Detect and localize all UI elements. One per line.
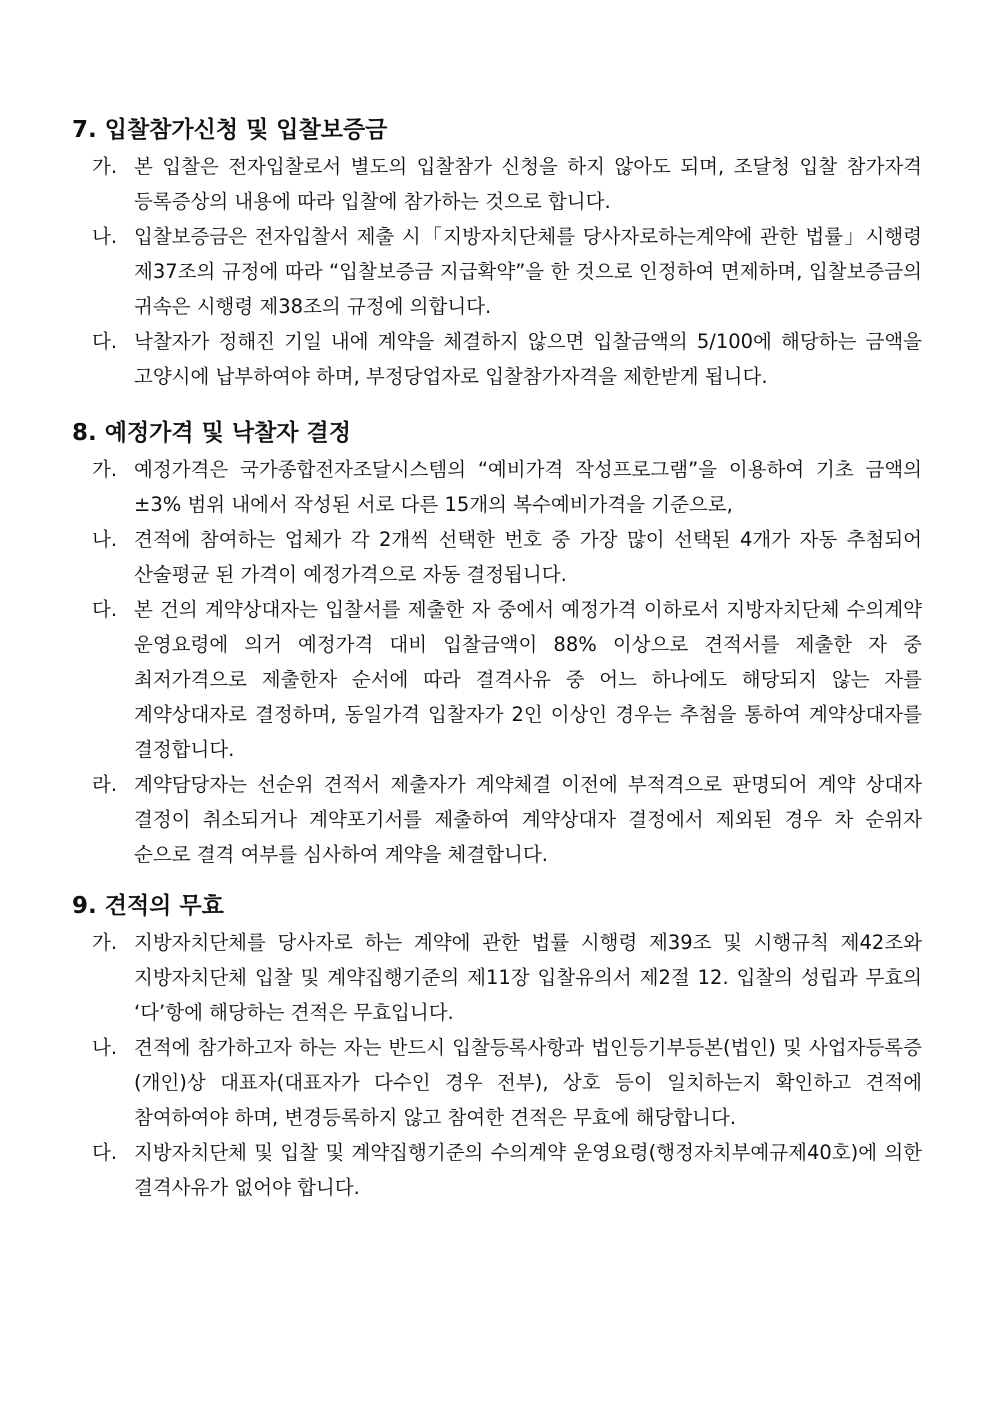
item-text: 지방자치단체 및 입찰 및 계약집행기준의 수의계약 운영요령(행정자치부예규제40호)에 의한 결격사유가 없어야 합니다. <box>134 1141 922 1199</box>
item-text: 견적에 참가하고자 하는 자는 반드시 입찰등록사항과 법인등기부등본(법인) 및 사업자등록증(개인)상 대표자(대표자가 다수인 경우 전부), 상호 등이 일치하는지 확인하고 견적에 참여하여야 하며, 변경등록하지 않고 참여한 견적은 무효에 해당합니다. <box>134 1036 922 1129</box>
list-item <box>72 925 922 1030</box>
item-text: 본 건의 계약상대자는 입찰서를 제출한 자 중에서 예정가격 이하로서 지방자치단체 수의계약 운영요령에 의거 예정가격 대비 입찰금액이 88% 이상으로 견적서를 제출한 자 중 최저가격으로 제출한자 순서에 따라 결격사유 중 어느 하나에도 해당되지 않는 자를 계약상대자로 결정하며, 동일가격 입찰자가 2인 이상인 경우는 추첨을 통하여 계약상대자를 결정합니다. <box>134 598 922 761</box>
item-marker: 라. <box>92 773 118 796</box>
item-text: 지방자치단체를 당사자로 하는 계약에 관한 법률 시행령 제39조 및 시행규칙 제42조와 지방자치단체 입찰 및 계약집행기준의 제11장 입찰유의서 제2절 12. 입찰의 성립과 무효의 ‘다’항에 해당하는 견적은 무효입니다. <box>134 931 922 1024</box>
item-marker: 다. <box>92 598 118 621</box>
list-item <box>72 149 922 219</box>
list-item <box>72 324 922 394</box>
item-marker: 나. <box>92 225 118 248</box>
section-title: 8. 예정가격 및 낙찰자 결정 <box>72 420 351 446</box>
item-text: 계약담당자는 선순위 견적서 제출자가 계약체결 이전에 부적격으로 판명되어 계약 상대자 결정이 취소되거나 계약포기서를 제출하여 계약상대자 결정에서 제외된 경우 차 순위자 순으로 결격 여부를 심사하여 계약을 체결합니다. <box>134 773 922 866</box>
section-estimated-price <box>72 418 922 872</box>
item-marker: 나. <box>92 1036 118 1059</box>
list-item <box>72 219 922 324</box>
item-marker: 다. <box>92 330 118 353</box>
section-invalid-quote <box>72 891 922 1205</box>
item-text: 낙찰자가 정해진 기일 내에 계약을 체결하지 않으면 입찰금액의 5/100에 해당하는 금액을 고양시에 납부하여야 하며, 부정당업자로 입찰참가자격을 제한받게 됩니다. <box>134 330 922 388</box>
item-marker: 가. <box>92 458 118 481</box>
item-text: 예정가격은 국가종합전자조달시스템의 “예비가격 작성프로그램”을 이용하여 기초 금액의 ±3% 범위 내에서 작성된 서로 다른 15개의 복수예비가격을 기준으로, <box>134 458 922 516</box>
list-item <box>72 592 922 767</box>
item-text: 본 입찰은 전자입찰로서 별도의 입찰참가 신청을 하지 않아도 되며, 조달청 입찰 참가자격 등록증상의 내용에 따라 입찰에 참가하는 것으로 합니다. <box>134 155 922 213</box>
section-title: 7. 입찰참가신청 및 입찰보증금 <box>72 117 388 143</box>
list-item <box>72 1135 922 1205</box>
item-marker: 다. <box>92 1141 118 1164</box>
section-bidding-application <box>72 115 922 394</box>
section-title: 9. 견적의 무효 <box>72 893 224 919</box>
item-text: 입찰보증금은 전자입찰서 제출 시「지방자치단체를 당사자로하는계약에 관한 법률」시행령 제37조의 규정에 따라 “입찰보증금 지급확약”을 한 것으로 인정하여 면제하며, 입찰보증금의 귀속은 시행령 제38조의 규정에 의합니다. <box>134 225 922 318</box>
item-text: 견적에 참여하는 업체가 각 2개씩 선택한 번호 중 가장 많이 선택된 4개가 자동 추첨되어 산술평균 된 가격이 예정가격으로 자동 결정됩니다. <box>134 528 922 586</box>
list-item <box>72 1030 922 1135</box>
list-item <box>72 452 922 522</box>
item-marker: 가. <box>92 931 118 954</box>
list-item <box>72 767 922 872</box>
item-marker: 가. <box>92 155 118 178</box>
list-item <box>72 522 922 592</box>
item-marker: 나. <box>92 528 118 551</box>
